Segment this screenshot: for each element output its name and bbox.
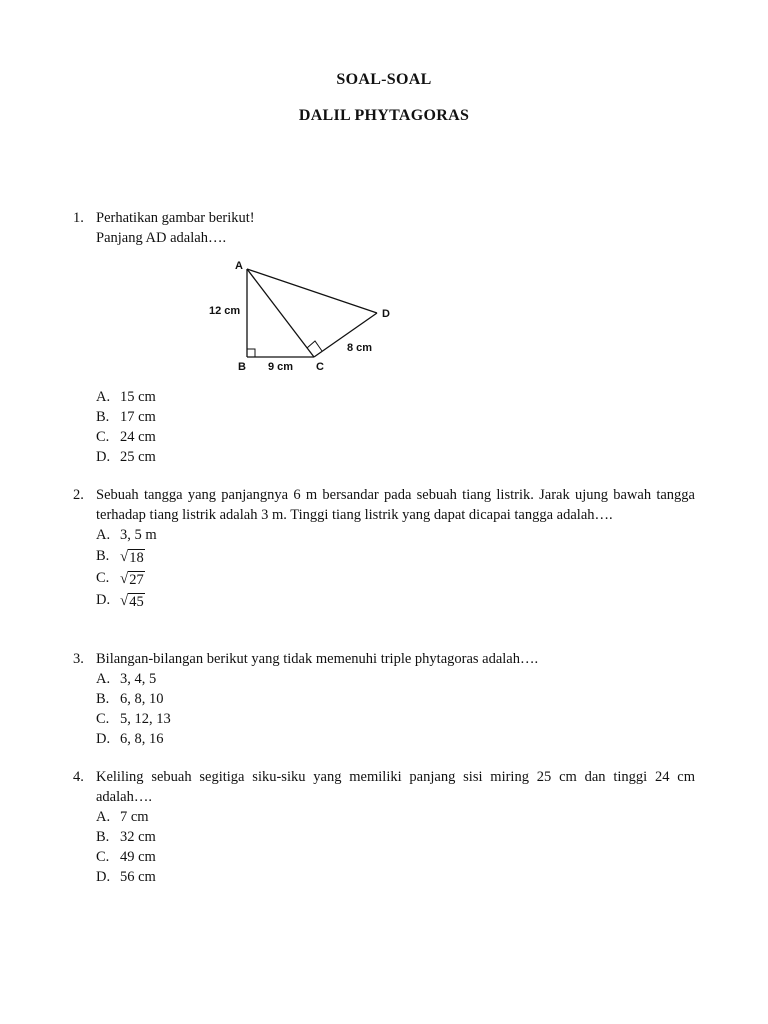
label-c: C <box>316 361 324 373</box>
question-text: Sebuah tangga yang panjangnya 6 m bersandar pada sebuah tiang listrik. Jarak ujung bawah tangga terhadap tiang listrik adalah 3 m. Tinggi tiang listrik yang dapat dicapai tangga adalah…. <box>96 487 695 523</box>
option-b[interactable] <box>96 689 695 709</box>
side-ad <box>247 269 377 313</box>
option-letter: A. <box>96 389 111 405</box>
radicand: 18 <box>129 549 144 566</box>
option-letter: B. <box>96 548 110 564</box>
option-text: 17 cm <box>120 409 156 425</box>
radical-sign-icon: √ <box>120 592 129 609</box>
radicand: 45 <box>129 593 144 610</box>
option-letter: C. <box>96 849 110 865</box>
option-letter: D. <box>96 592 111 608</box>
option-text: 24 cm <box>120 429 156 445</box>
page-title: SOAL-SOAL <box>336 71 432 88</box>
label-cd-length: 8 cm <box>347 342 373 354</box>
radical-sign-icon: √ <box>120 570 129 587</box>
option-d[interactable] <box>96 867 695 887</box>
option-d[interactable] <box>96 447 695 467</box>
question-number: 3. <box>73 651 84 667</box>
option-letter: D. <box>96 869 111 885</box>
question-text-line: Panjang AD adalah…. <box>96 230 227 246</box>
radical-sign-icon: √ <box>120 548 129 565</box>
option-a[interactable] <box>96 669 695 689</box>
radicand: 27 <box>129 571 144 588</box>
option-a[interactable] <box>96 525 695 545</box>
option-c[interactable] <box>96 567 695 589</box>
page-subtitle: DALIL PHYTAGORAS <box>298 107 470 124</box>
option-d[interactable] <box>96 589 695 611</box>
square-root <box>120 591 145 610</box>
option-letter: B. <box>96 829 110 845</box>
question-text: Bilangan-bilangan berikut yang tidak memenuhi triple phytagoras adalah…. <box>96 651 539 667</box>
option-c[interactable] <box>96 427 695 447</box>
label-bc-length: 9 cm <box>268 361 294 373</box>
option-letter: D. <box>96 731 111 747</box>
question-number: 1. <box>73 210 84 226</box>
option-letter: C. <box>96 711 110 727</box>
question-1 <box>73 208 695 248</box>
option-c[interactable] <box>96 709 695 729</box>
question-number: 2. <box>73 487 84 503</box>
option-text: 6, 8, 10 <box>120 691 164 707</box>
option-text: 7 cm <box>120 809 149 825</box>
option-b[interactable] <box>96 545 695 567</box>
option-c[interactable] <box>96 847 695 867</box>
option-letter: C. <box>96 429 110 445</box>
option-d[interactable] <box>96 729 695 749</box>
option-text: 49 cm <box>120 849 156 865</box>
option-text: 25 cm <box>120 449 156 465</box>
option-b[interactable] <box>96 407 695 427</box>
option-letter: C. <box>96 570 110 586</box>
label-a: A <box>235 260 243 272</box>
option-text: 15 cm <box>120 389 156 405</box>
option-b[interactable] <box>96 827 695 847</box>
question-1-options <box>73 387 695 467</box>
option-letter: A. <box>96 671 111 687</box>
side-ac <box>247 269 314 357</box>
option-text: 3, 4, 5 <box>120 671 157 687</box>
question-text-line: Perhatikan gambar berikut! <box>96 210 255 226</box>
question-3 <box>73 649 695 749</box>
option-letter: A. <box>96 527 111 543</box>
option-letter: D. <box>96 449 111 465</box>
label-d: D <box>382 308 390 320</box>
option-text: 3, 5 m <box>120 527 157 543</box>
question-text: Keliling sebuah segitiga siku-siku yang memiliki panjang sisi miring 25 cm dan tinggi 24 cm adalah…. <box>96 769 695 805</box>
square-root <box>120 547 145 566</box>
option-letter: B. <box>96 691 110 707</box>
label-b: B <box>238 361 246 373</box>
triangle-figure <box>195 252 405 377</box>
option-text: 5, 12, 13 <box>120 711 171 727</box>
right-angle-mark-c <box>307 341 322 351</box>
label-ab-length: 12 cm <box>209 305 241 317</box>
option-letter: B. <box>96 409 110 425</box>
right-angle-mark-b <box>247 349 255 357</box>
option-a[interactable] <box>96 387 695 407</box>
square-root <box>120 569 145 588</box>
question-2 <box>73 485 695 611</box>
option-text: 56 cm <box>120 869 156 885</box>
option-a[interactable] <box>96 807 695 827</box>
question-4 <box>73 767 695 887</box>
question-number: 4. <box>73 769 84 785</box>
option-text: 32 cm <box>120 829 156 845</box>
option-letter: A. <box>96 809 111 825</box>
option-text: 6, 8, 16 <box>120 731 164 747</box>
